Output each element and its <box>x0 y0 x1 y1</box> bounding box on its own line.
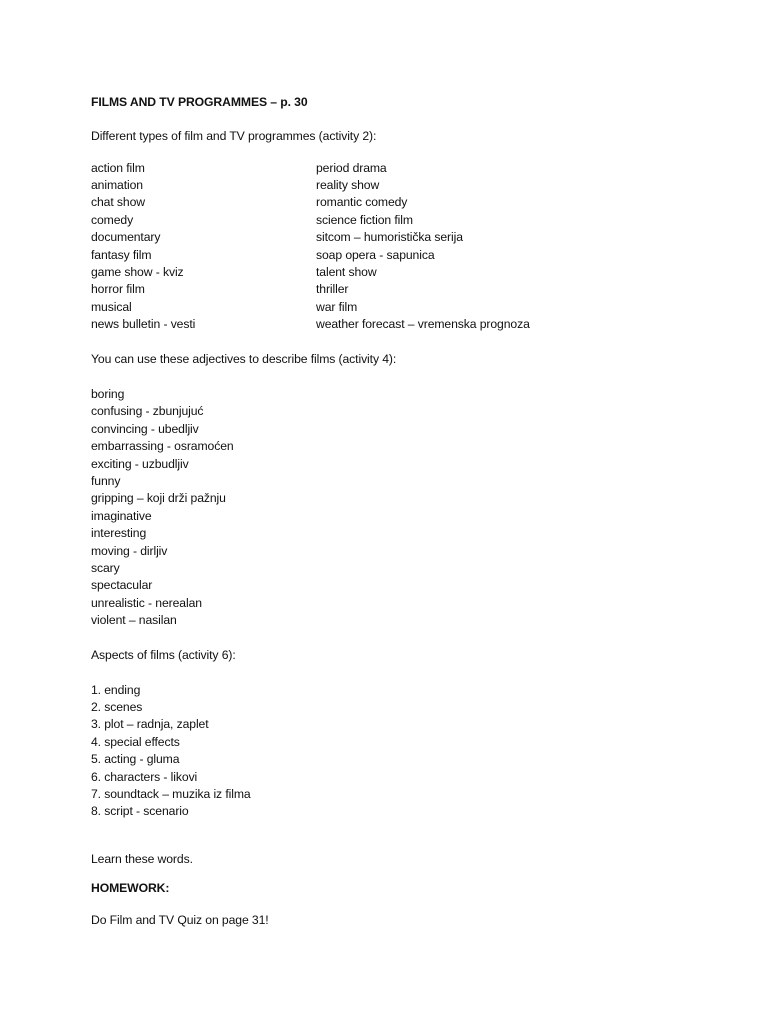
aspect-item: 1. ending <box>91 683 141 697</box>
adjective-item: funny <box>91 474 121 488</box>
type-item: science fiction film <box>316 213 413 227</box>
page-title: FILMS AND TV PROGRAMMES – p. 30 <box>91 95 308 109</box>
type-item: game show - kviz <box>91 265 184 279</box>
aspect-item: 2. scenes <box>91 700 143 714</box>
type-item: war film <box>316 300 358 314</box>
adjective-item: exciting - uzbudljiv <box>91 457 189 471</box>
type-item: comedy <box>91 213 134 227</box>
aspect-item: 8. script - scenario <box>91 804 189 818</box>
type-item: weather forecast – vremenska prognoza <box>316 317 530 331</box>
section-heading-types: Different types of film and TV programmes (activity 2): <box>91 129 377 143</box>
type-item: romantic comedy <box>316 195 408 209</box>
aspect-item: 4. special effects <box>91 735 180 749</box>
type-item: animation <box>91 178 143 192</box>
adjective-item: moving - dirljiv <box>91 544 168 558</box>
type-item: sitcom – humoristička serija <box>316 230 463 244</box>
adjective-item: scary <box>91 561 120 575</box>
adjective-item: unrealistic - nerealan <box>91 596 202 610</box>
aspect-item: 7. soundtack – muzika iz filma <box>91 787 251 801</box>
adjective-item: imaginative <box>91 509 152 523</box>
homework-text: Do Film and TV Quiz on page 31! <box>91 913 269 927</box>
section-heading-aspects: Aspects of films (activity 6): <box>91 648 236 662</box>
adjective-item: confusing - zbunjujuć <box>91 404 204 418</box>
homework-heading: HOMEWORK: <box>91 881 170 895</box>
type-item: horror film <box>91 282 145 296</box>
type-item: period drama <box>316 161 387 175</box>
learn-instruction: Learn these words. <box>91 852 193 866</box>
type-item: thriller <box>316 282 349 296</box>
aspect-item: 5. acting - gluma <box>91 752 180 766</box>
adjective-item: violent – nasilan <box>91 613 177 627</box>
type-item: fantasy film <box>91 248 152 262</box>
adjective-item: interesting <box>91 526 147 540</box>
aspect-item: 3. plot – radnja, zaplet <box>91 717 209 731</box>
adjective-item: embarrassing - osramoćen <box>91 439 234 453</box>
type-item: action film <box>91 161 145 175</box>
type-item: chat show <box>91 195 145 209</box>
type-item: documentary <box>91 230 161 244</box>
type-item: musical <box>91 300 132 314</box>
section-heading-adjectives: You can use these adjectives to describe films (activity 4): <box>91 352 397 366</box>
type-item: soap opera - sapunica <box>316 248 435 262</box>
adjective-item: spectacular <box>91 578 153 592</box>
adjective-item: boring <box>91 387 125 401</box>
aspect-item: 6. characters - likovi <box>91 770 198 784</box>
adjective-item: gripping – koji drži pažnju <box>91 491 226 505</box>
type-item: news bulletin - vesti <box>91 317 196 331</box>
type-item: reality show <box>316 178 380 192</box>
type-item: talent show <box>316 265 377 279</box>
adjective-item: convincing - ubedljiv <box>91 422 199 436</box>
